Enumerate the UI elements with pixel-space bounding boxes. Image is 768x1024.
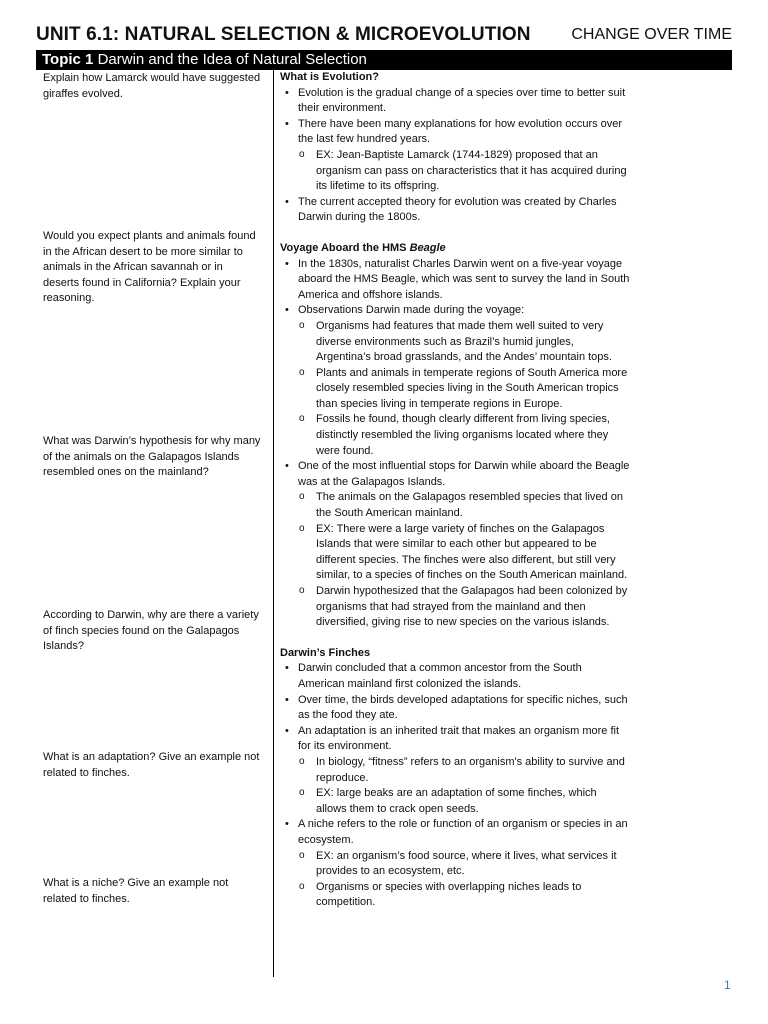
list-item: o EX: Jean-Baptiste Lamarck (1744-1829) proposed that an organism can pass on characteristics that it has acquired during its lifetime to its offspring.: [280, 148, 630, 195]
list-item: o The animals on the Galapagos resembled species that lived on the South American mainland.: [280, 490, 630, 521]
unit-tag: CHANGE OVER TIME: [571, 26, 732, 43]
list-item: • Darwin concluded that a common ancestor from the South American mainland first colonized the islands.: [280, 661, 630, 692]
column-divider: [273, 70, 274, 977]
list-item: • Observations Darwin made during the voyage:: [280, 303, 630, 319]
section-heading-finches: Darwin’s Finches: [280, 646, 371, 659]
page-header: [36, 24, 732, 46]
evolution-list: [280, 86, 630, 226]
list-item: • A niche refers to the role or function of an organism or species in an ecosystem.: [280, 817, 630, 848]
list-item: o In biology, “fitness” refers to an organism's ability to survive and reproduce.: [280, 755, 630, 786]
question-desert: Would you expect plants and animals found in the African desert to be more similar to animals in the African savannah or in deserts found in California? Explain your reasoning.: [43, 230, 256, 305]
list-item: • The current accepted theory for evolution was created by Charles Darwin during the 1800s.: [280, 195, 630, 226]
list-item: o EX: an organism’s food source, where it lives, what services it provides to an ecosystem, etc.: [280, 849, 630, 880]
list-item: o Fossils he found, though clearly different from living species, distinctly resembled the living organisms located where they were found.: [280, 412, 630, 459]
list-item: • Evolution is the gradual change of a species over time to better suit their environment.: [280, 86, 630, 117]
list-item: • One of the most influential stops for Darwin while aboard the Beagle was at the Galapagos Islands.: [280, 459, 630, 490]
topic-title: Darwin and the Idea of Natural Selection: [97, 51, 367, 68]
page-number: 1: [724, 978, 731, 992]
list-item: o Organisms or species with overlapping niches leads to competition.: [280, 880, 630, 911]
list-item: • There have been many explanations for how evolution occurs over the last few hundred years.: [280, 117, 630, 148]
list-item: • In the 1830s, naturalist Charles Darwin went on a five-year voyage aboard the HMS Beagle, which was sent to survey the land in South America and offshore islands.: [280, 257, 630, 304]
topic-number: Topic 1: [42, 51, 94, 68]
list-item: o EX: large beaks are an adaptation of some finches, which allows them to crack open seeds.: [280, 786, 630, 817]
list-item: o Plants and animals in temperate regions of South America more closely resembled species living in the South American tropics than species living in temperate regions in Europe.: [280, 366, 630, 413]
question-niche: What is a niche? Give an example not related to finches.: [43, 877, 229, 905]
unit-title: UNIT 6.1: NATURAL SELECTION & MICROEVOLUTION: [36, 24, 531, 45]
question-adaptation: What is an adaptation? Give an example not related to finches.: [43, 751, 260, 779]
voyage-list: [280, 257, 630, 631]
list-item: o EX: There were a large variety of finches on the Galapagos Islands that were similar to each other but appeared to be different species. The finches were also different, but still very similar, to a species of finches on the South American mainland.: [280, 522, 630, 584]
list-item: • Over time, the birds developed adaptations for specific niches, such as the food they ate.: [280, 693, 630, 724]
topic-bar: [36, 50, 732, 70]
list-item: o Darwin hypothesized that the Galapagos had been colonized by organisms that had strayed from the mainland and then diversified, giving rise to new species on the various islands.: [280, 584, 630, 631]
heading-text: Voyage Aboard the HMS: [280, 241, 410, 254]
section-heading-evolution: What is Evolution?: [280, 71, 379, 83]
question-lamarck: Explain how Lamarck would have suggested giraffes evolved.: [43, 72, 261, 100]
list-item: • An adaptation is an inherited trait that makes an organism more fit for its environment.: [280, 724, 630, 755]
notes-column: [280, 70, 630, 911]
finches-list: [280, 661, 630, 911]
question-darwin-hypothesis: What was Darwin’s hypothesis for why many of the animals on the Galapagos Islands resembled ones on the mainland?: [43, 435, 261, 479]
section-heading-voyage: [280, 241, 630, 257]
list-item: o Organisms had features that made them well suited to very diverse environments such as Brazil’s humid jungles, Argentina’s broad grasslands, and the Andes’ mountain tops.: [280, 319, 630, 366]
heading-italic-text: Beagle: [409, 241, 446, 254]
question-finch-variety: According to Darwin, why are there a variety of finch species found on the Galapagos Islands?: [43, 609, 259, 653]
